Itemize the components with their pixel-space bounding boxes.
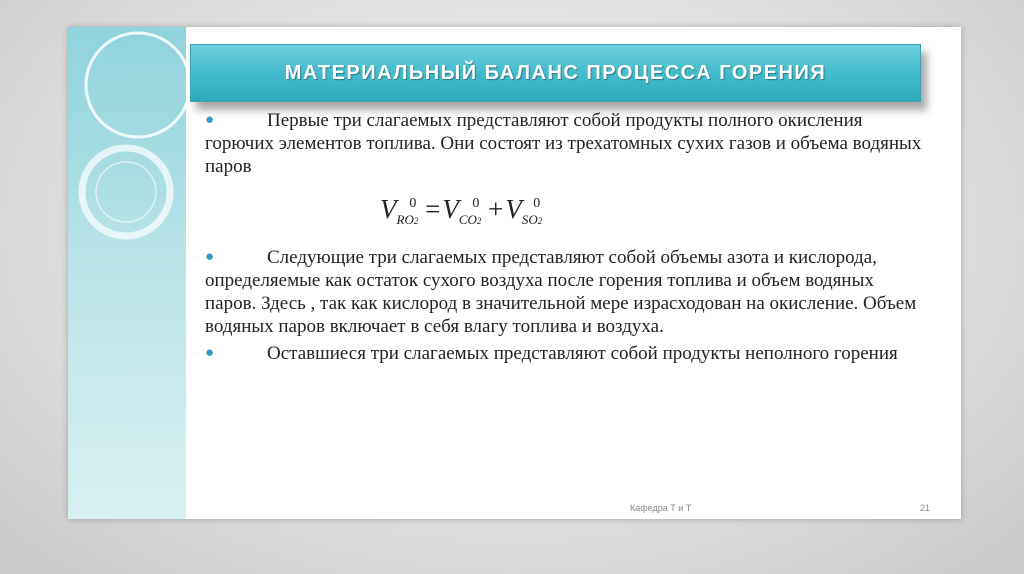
- decorative-circles-icon: [68, 27, 186, 519]
- bullet-icon: ●: [205, 249, 215, 265]
- paragraph-text: Следующие три слагаемых представляют собой объемы азота и кислорода, определяемые как остаток сухого воздуха после горения топлива и объем водяных паров. Здесь , так как кислород в значительной мере израсходован на окисление. Объем водяных паров включает в себя влагу топлива и воздуха.: [205, 247, 917, 337]
- formula: [380, 192, 925, 236]
- bullet-paragraph-1: [205, 109, 925, 178]
- formula-term-2: $V_{CO2}^0$: [442, 194, 482, 227]
- formula-term-1: $V_{RO2}^0$: [380, 194, 419, 227]
- paragraph-text: Оставшиеся три слагаемых представляют собой продукты неполного горения: [267, 343, 898, 364]
- title-bar: [190, 44, 921, 102]
- formula-plus: +: [488, 194, 504, 224]
- paragraph-text: Первые три слагаемых представляют собой продукты полного окисления горючих элементов топлива. Они состоят из трехатомных сухих газов и объема водяных паров: [205, 110, 922, 177]
- page-number: 21: [920, 503, 931, 513]
- slide-content: [205, 109, 925, 365]
- formula-equals: =: [425, 194, 441, 224]
- bullet-paragraph-3: [205, 342, 925, 365]
- bullet-icon: ●: [205, 112, 215, 128]
- bullet-icon: ●: [205, 345, 215, 361]
- decorative-sidebar: [68, 27, 186, 519]
- footer-department: Кафедра Т и Т: [630, 503, 692, 513]
- bullet-paragraph-2: [205, 246, 925, 338]
- slide: [68, 27, 961, 519]
- slide-title: МАТЕРИАЛЬНЫЙ БАЛАНС ПРОЦЕССА ГОРЕНИЯ: [284, 61, 827, 84]
- formula-term-3: $V_{SO2}^0$: [505, 194, 543, 227]
